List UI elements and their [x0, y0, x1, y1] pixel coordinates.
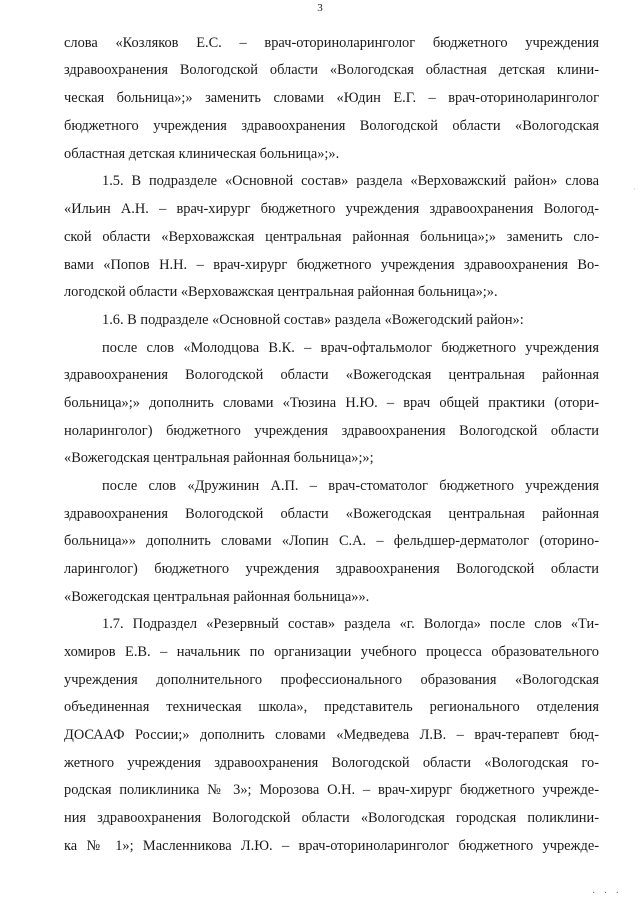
- text-line: здравоохранения Вологодской области «Вожегодская центральная районная: [64, 506, 599, 522]
- text-line: вами «Попов Н.Н. – врач-хирург бюджетного учреждения здравоохранения Во-: [64, 257, 599, 273]
- text-line: 1.7. Подраздел «Резервный состав» раздела «г. Вологда» после слов «Ти-: [102, 616, 599, 632]
- text-line: слова «Козляков Е.С. – врач-оториноларинголог бюджетного учреждения: [64, 35, 599, 51]
- text-line: здравоохранения Вологодской области «Вологодская областная детская клини-: [64, 62, 599, 78]
- text-line: логодской области «Верховажская центральная районная больница»;».: [64, 284, 498, 300]
- text-line: родская поликлиника № 3»; Морозова О.Н. – врач-хирург бюджетного учрежде-: [64, 782, 599, 798]
- text-line: больница»» дополнить словами «Лопин С.А. – фельдшер-дерматолог (оторино-: [64, 533, 599, 549]
- text-line: ларинголог) бюджетного учреждения здравоохранения Вологодской области: [64, 561, 599, 577]
- text-line: учреждения дополнительного профессионального образования «Вологодская: [64, 672, 599, 688]
- text-line: «Ильин А.Н. – врач-хирург бюджетного учреждения здравоохранения Вологод-: [64, 201, 599, 217]
- scan-artifact-marks: · · ·: [592, 888, 622, 899]
- text-line: больница»;» дополнить словами «Тюзина Н.Ю. – врач общей практики (отори-: [64, 395, 599, 411]
- text-line: бюджетного учреждения здравоохранения Вологодской области «Вологодская: [64, 118, 599, 134]
- text-line: 1.6. В подразделе «Основной состав» раздела «Вожегодский район»:: [102, 312, 524, 328]
- scan-edge-mark: ·: [633, 184, 636, 194]
- text-line: «Вожегодская центральная районная больница»;»;: [64, 450, 374, 466]
- text-line: ской области «Верховажская центральная районная больница»;» заменить сло-: [64, 229, 599, 245]
- text-line: ка № 1»; Масленникова Л.Ю. – врач-оториноларинголог бюджетного учрежде-: [64, 838, 599, 854]
- text-line: ноларинголог) бюджетного учреждения здравоохранения Вологодской области: [64, 423, 599, 439]
- text-line: жетного учреждения здравоохранения Вологодской области «Вологодская го-: [64, 755, 599, 771]
- text-line: после слов «Молодцова В.К. – врач-офтальмолог бюджетного учреждения: [102, 340, 599, 356]
- text-line: ческая больница»;» заменить словами «Юдин Е.Г. – врач-оториноларинголог: [64, 90, 599, 106]
- text-line: объединенная техническая школа», представитель регионального отделения: [64, 699, 599, 715]
- text-line: областная детская клиническая больница»;».: [64, 146, 340, 162]
- page-number: 3: [317, 2, 323, 14]
- text-line: 1.5. В подразделе «Основной состав» раздела «Верховажский район» слова: [102, 173, 599, 189]
- text-line: после слов «Дружинин А.П. – врач-стоматолог бюджетного учреждения: [102, 478, 599, 494]
- text-line: ния здравоохранения Вологодской области «Вологодская городская поликлини-: [64, 810, 599, 826]
- text-line: «Вожегодская центральная районная больница»».: [64, 589, 370, 605]
- text-line: здравоохранения Вологодской области «Вожегодская центральная районная: [64, 367, 599, 383]
- text-line: хомиров Е.В. – начальник по организации учебного процесса образовательного: [64, 644, 599, 660]
- text-line: ДОСААФ России;» дополнить словами «Медведева Л.В. – врач-терапевт бюд-: [64, 727, 599, 743]
